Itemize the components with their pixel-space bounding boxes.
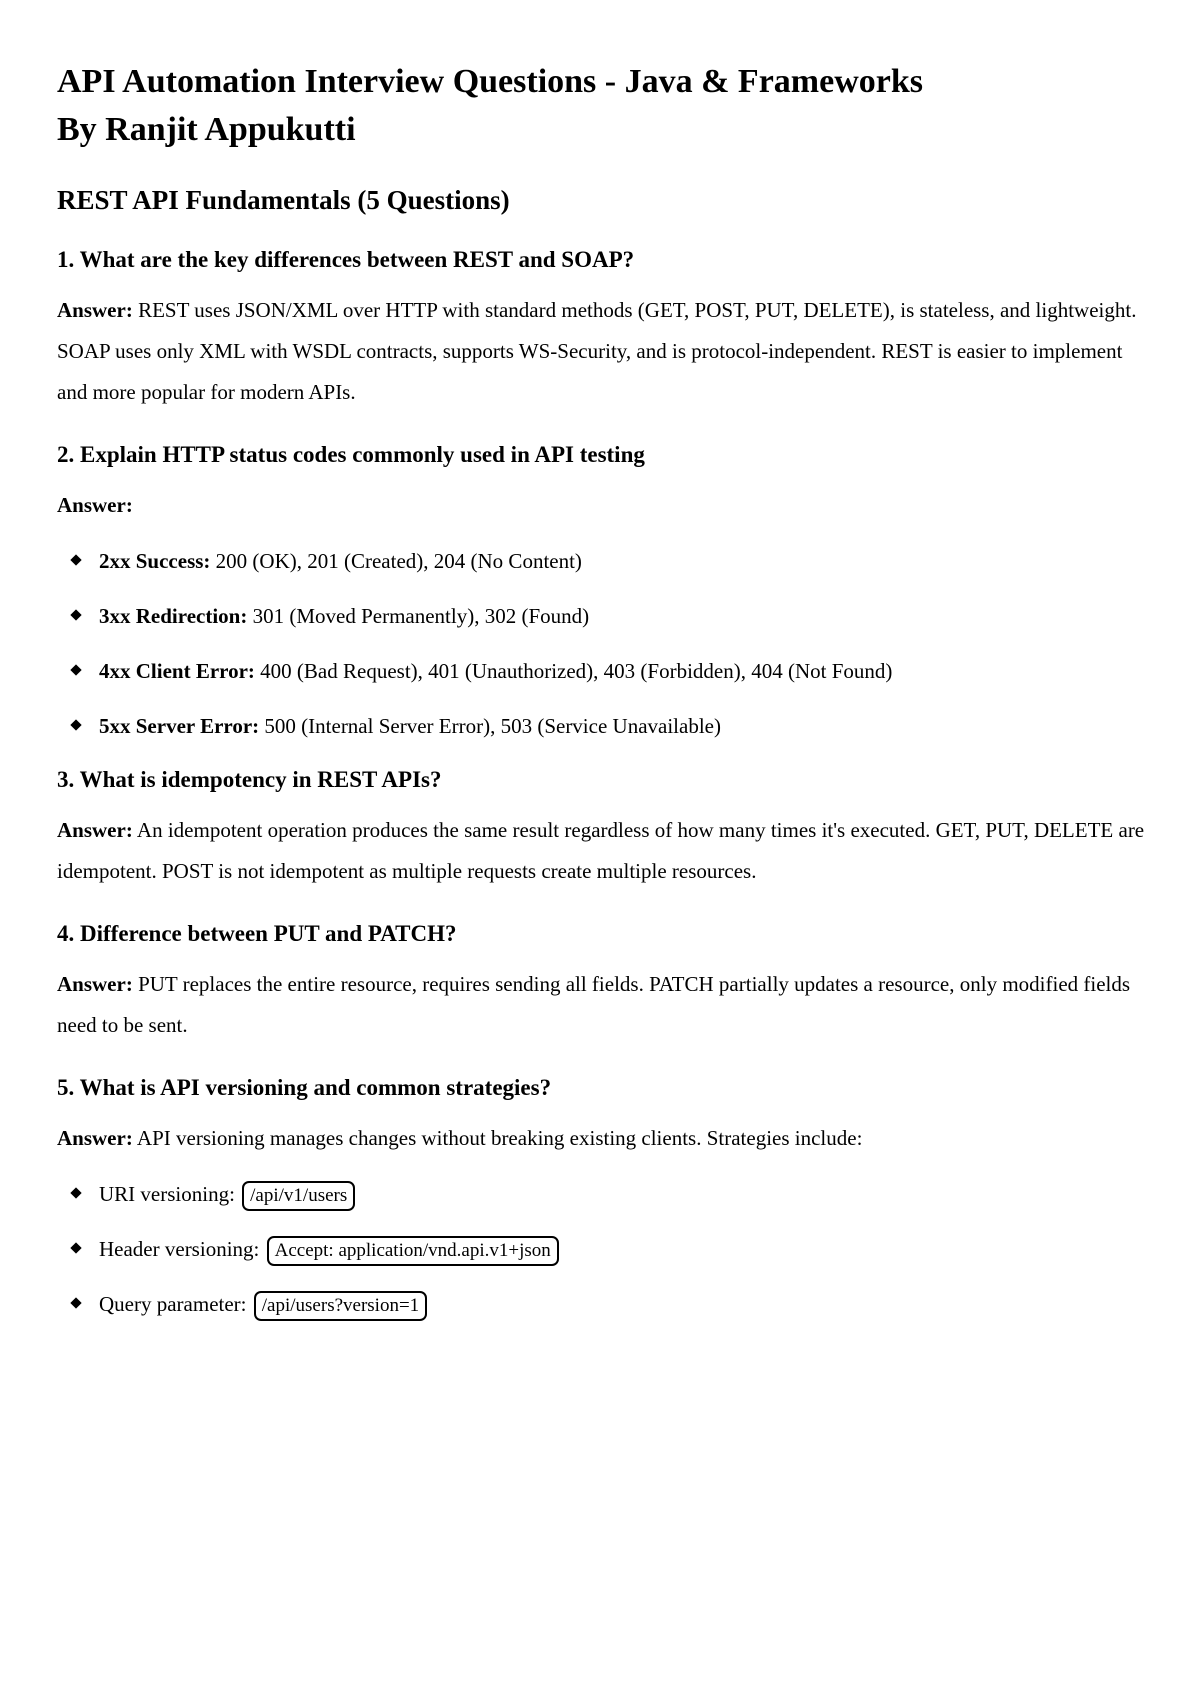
answer-label: Answer:: [57, 972, 133, 996]
title-line-2: By Ranjit Appukutti: [57, 111, 356, 148]
item-text: 200 (OK), 201 (Created), 204 (No Content): [215, 549, 582, 573]
code-snippet: /api/v1/users: [242, 1181, 355, 1211]
diamond-bullet-icon: [70, 1297, 81, 1308]
section-title: REST API Fundamentals (5 Questions): [57, 185, 510, 215]
list-item: [57, 1289, 1147, 1344]
answer-label: Answer:: [57, 493, 133, 517]
answer-text: [57, 810, 1147, 892]
diamond-bullet-icon: [70, 664, 81, 675]
question-heading: 1. What are the key differences between REST and SOAP?: [57, 247, 635, 272]
answer-label: Answer:: [57, 818, 133, 842]
question-3: [57, 764, 1147, 892]
status-code-list: [57, 546, 1147, 766]
answer-text: [57, 290, 1147, 413]
diamond-bullet-icon: [70, 609, 81, 620]
diamond-bullet-icon: [70, 719, 81, 730]
diamond-bullet-icon: [70, 1187, 81, 1198]
diamond-bullet-icon: [70, 554, 81, 565]
item-text: 301 (Moved Permanently), 302 (Found): [252, 604, 590, 628]
answer-body: PUT replaces the entire resource, requires sending all fields. PATCH partially updates a resource, only modified fields need to be sent.: [57, 972, 1131, 1037]
document-page: [57, 58, 1147, 1344]
item-text: 500 (Internal Server Error), 503 (Service Unavailable): [264, 714, 721, 738]
answer-text: [57, 485, 1147, 526]
list-item: [57, 601, 1147, 656]
answer-body: API versioning manages changes without breaking existing clients. Strategies include:: [136, 1126, 863, 1150]
item-text: 400 (Bad Request), 401 (Unauthorized), 403 (Forbidden), 404 (Not Found): [260, 659, 893, 683]
answer-label: Answer:: [57, 1126, 133, 1150]
answer-body: REST uses JSON/XML over HTTP with standard methods (GET, POST, PUT, DELETE), is stateless, and lightweight. SOAP uses only XML with WSDL contracts, supports WS-Security, and is protocol-independent. REST is easier to implement and more popular for modern APIs.: [57, 298, 1137, 404]
list-item: [57, 546, 1147, 601]
item-label: 5xx Server Error:: [99, 714, 260, 738]
answer-label: Answer:: [57, 298, 133, 322]
question-5: [57, 1072, 1147, 1344]
item-text: URI versioning:: [99, 1182, 235, 1206]
document-title: [57, 58, 1147, 154]
question-heading: 5. What is API versioning and common strategies?: [57, 1075, 552, 1100]
code-snippet: Accept: application/vnd.api.v1+json: [267, 1236, 559, 1266]
question-heading: 4. Difference between PUT and PATCH?: [57, 921, 457, 946]
answer-text: [57, 964, 1147, 1046]
question-2: [57, 439, 1147, 766]
code-snippet: /api/users?version=1: [254, 1291, 427, 1321]
question-heading: 3. What is idempotency in REST APIs?: [57, 767, 442, 792]
title-line-1: API Automation Interview Questions - Java & Frameworks: [57, 63, 923, 100]
question-heading: 2. Explain HTTP status codes commonly used in API testing: [57, 442, 645, 467]
list-item: [57, 1179, 1147, 1234]
item-text: Header versioning:: [99, 1237, 260, 1261]
versioning-strategy-list: [57, 1179, 1147, 1344]
answer-body: An idempotent operation produces the same result regardless of how many times it's executed. GET, PUT, DELETE are idempotent. POST is not idempotent as multiple requests create multiple resources.: [57, 818, 1145, 883]
item-label: 2xx Success:: [99, 549, 211, 573]
question-1: [57, 244, 1147, 413]
diamond-bullet-icon: [70, 1242, 81, 1253]
list-item: [57, 656, 1147, 711]
item-text: Query parameter:: [99, 1292, 247, 1316]
answer-text: [57, 1118, 1147, 1159]
list-item: [57, 1234, 1147, 1289]
item-label: 4xx Client Error:: [99, 659, 255, 683]
list-item: [57, 711, 1147, 766]
question-4: [57, 918, 1147, 1046]
item-label: 3xx Redirection:: [99, 604, 248, 628]
